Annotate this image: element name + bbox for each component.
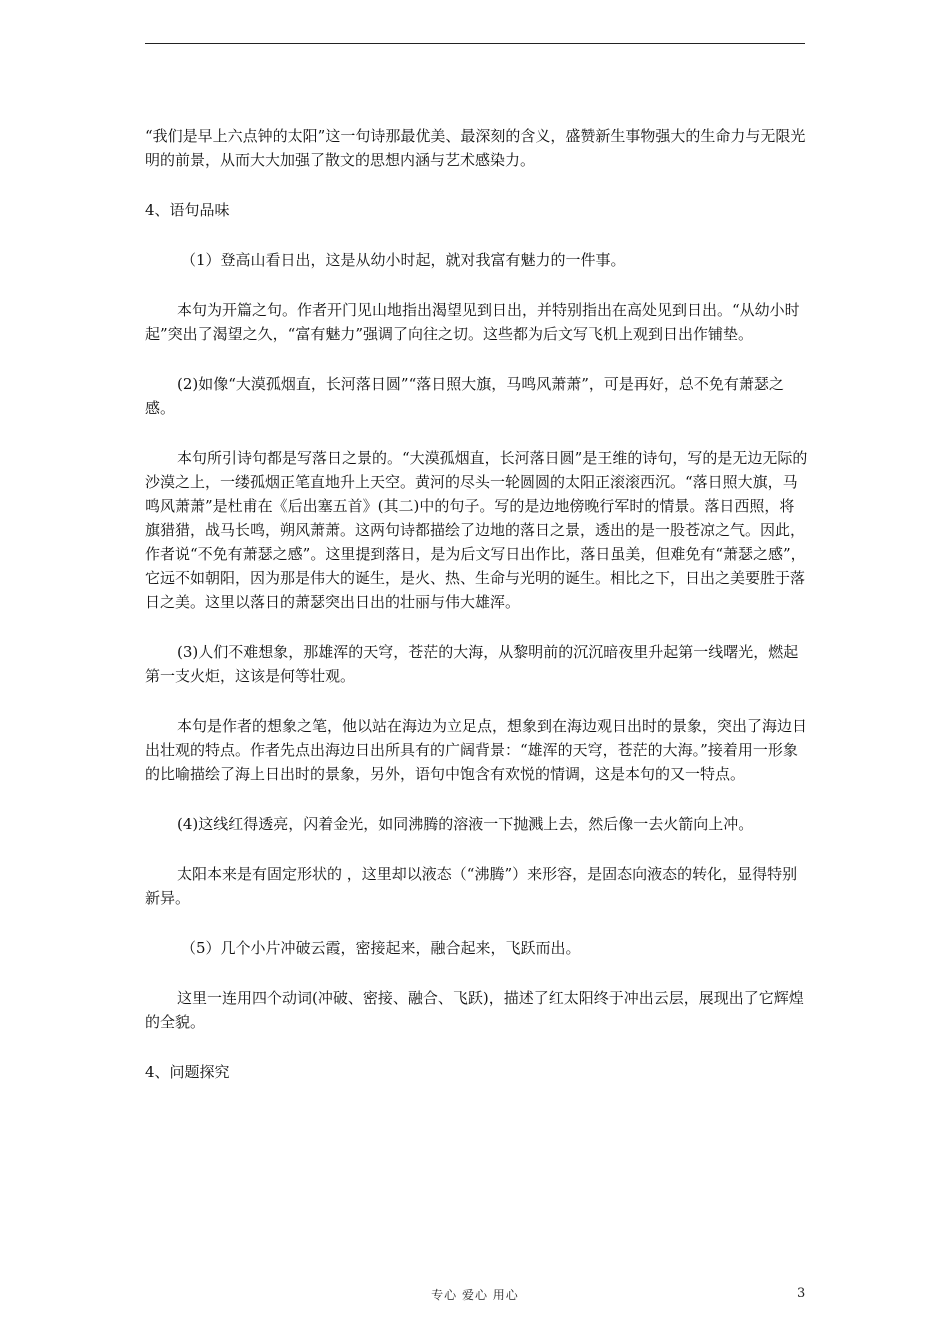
analysis-4: 太阳本来是有固定形状的 ，这里却以液态（“沸腾”）来形容，是固态向液态的转化，显得特别新异。: [145, 865, 798, 907]
section-heading-inquiry: 4、问题探究: [145, 1063, 230, 1081]
analysis-2: 本句所引诗句都是写落日之景的。“大漠孤烟直，长河落日圆”是王维的诗句，写的是无边无际的沙漠之上，一缕孤烟正笔直地升上天空。黄河的尽头一轮圆圆的太阳正滚滚西沉。“落日照大旗，马鸣风萧萧”是杜甫在《后出塞五首》(其二)中的句子。写的是边地傍晚行军时的情景。落日西照，将旗猎猎，战马长鸣，朔风萧萧。这两句诗都描绘了边地的落日之景，透出的是一股苍凉之气。因此，作者说“不免有萧瑟之感”。这里提到落日，是为后文写日出作比，落日虽美，但难免有“萧瑟之感”，它远不如朝阳，因为那是伟大的诞生，是火、热、生命与光明的诞生。相比之下，日出之美要胜于落日之美。这里以落日的萧瑟突出日出的壮丽与伟大雄浑。: [145, 449, 808, 611]
analysis-1: 本句为开篇之句。作者开门见山地指出渴望见到日出，并特别指出在高处见到日出。“从幼小时起”突出了渴望之久，“富有魅力”强调了向往之切。这些都为后文写飞机上观到日出作铺垫。: [145, 301, 800, 343]
quote-4: (4)这线红得透亮，闪着金光，如同沸腾的溶液一下抛溅上去，然后像一去火箭向上冲。: [177, 815, 754, 833]
analysis-3: 本句是作者的想象之笔，他以站在海边为立足点，想象到在海边观日出时的景象，突出了海边日出壮观的特点。作者先点出海边日出所具有的广阔背景：“雄浑的天穹，苍茫的大海。”接着用一形象的比喻描绘了海上日出时的景象，另外，语句中饱含有欢悦的情调，这是本句的又一特点。: [145, 717, 808, 783]
quote-5: （5）几个小片冲破云霞，密接起来，融合起来，飞跃而出。: [181, 939, 581, 957]
header-rule: [145, 43, 805, 44]
page-number: 3: [797, 1286, 806, 1301]
quote-2: (2)如像“大漠孤烟直，长河落日圆”“落日照大旗，马鸣风萧萧”，可是再好，总不免有萧瑟之感。: [145, 375, 784, 417]
quote-1: （1）登高山看日出，这是从幼小时起，就对我富有魅力的一件事。: [181, 251, 626, 269]
footer-motto: 专心 爱心 用心: [431, 1288, 519, 1302]
analysis-5: 这里一连用四个动词(冲破、密接、融合、飞跃)，描述了红太阳终于冲出云层，展现出了它辉煌的全貌。: [145, 989, 804, 1031]
section-heading-sentence-analysis: 4、语句品味: [145, 201, 230, 219]
quote-3: (3)人们不难想象，那雄浑的天穹，苍茫的大海，从黎明前的沉沉暗夜里升起第一线曙光，燃起第一支火炬，这该是何等壮观。: [145, 643, 799, 685]
document-body: [145, 124, 809, 1084]
paragraph-intro: “我们是早上六点钟的太阳”这一句诗那最优美、最深刻的含义，盛赞新生事物强大的生命力与无限光明的前景，从而大大加强了散文的思想内涵与艺术感染力。: [145, 127, 806, 169]
